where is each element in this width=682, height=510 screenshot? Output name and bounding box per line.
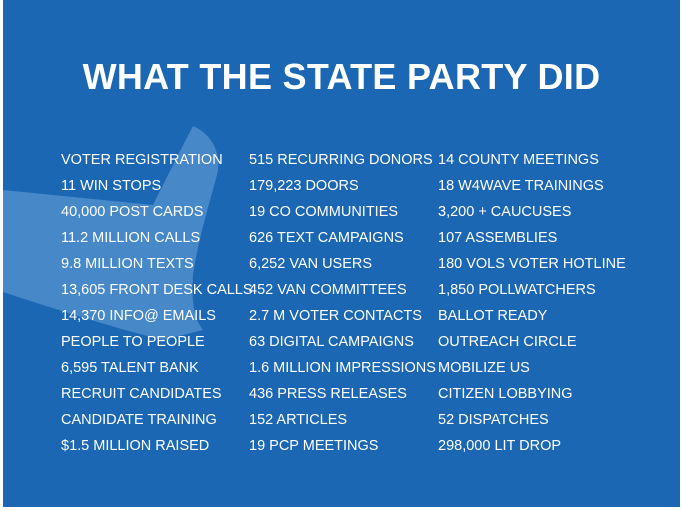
- list-item: 180 VOLS VOTER HOTLINE: [438, 256, 626, 272]
- list-item: 152 ARTICLES: [249, 412, 348, 428]
- list-item: 18 W4WAVE TRAININGS: [438, 178, 604, 194]
- slide-title: WHAT THE STATE PARTY DID: [82, 56, 601, 97]
- list-item: 19 PCP MEETINGS: [249, 438, 379, 454]
- list-item: 14 COUNTY MEETINGS: [438, 152, 599, 168]
- list-item: 179,223 DOORS: [249, 178, 359, 194]
- list-item: 626 TEXT CAMPAIGNS: [249, 230, 404, 246]
- list-item: PEOPLE TO PEOPLE: [61, 334, 205, 350]
- list-item: 52 DISPATCHES: [438, 412, 549, 428]
- slide: [3, 0, 680, 507]
- list-item: CITIZEN LOBBYING: [438, 386, 573, 402]
- list-item: 1.6 MILLION IMPRESSIONS: [249, 360, 436, 376]
- list-item: 452 VAN COMMITTEES: [249, 282, 407, 298]
- list-item: OUTREACH CIRCLE: [438, 334, 577, 350]
- list-item: VOTER REGISTRATION: [61, 152, 223, 168]
- list-item: 6,595 TALENT BANK: [61, 360, 199, 376]
- list-item: 1,850 POLLWATCHERS: [438, 282, 596, 298]
- accomplishments-column-2: [249, 147, 436, 459]
- list-item: 14,370 INFO@ EMAILS: [61, 308, 216, 324]
- list-item: BALLOT READY: [438, 308, 548, 324]
- list-item: 436 PRESS RELEASES: [249, 386, 407, 402]
- list-item: 298,000 LIT DROP: [438, 438, 562, 454]
- list-item: 107 ASSEMBLIES: [438, 230, 558, 246]
- list-item: 11 WIN STOPS: [61, 178, 162, 194]
- list-item: 9.8 MILLION TEXTS: [61, 256, 194, 272]
- list-item: 11.2 MILLION CALLS: [61, 230, 201, 246]
- list-item: 13,605 FRONT DESK CALLS: [61, 282, 253, 298]
- list-item: 40,000 POST CARDS: [61, 204, 204, 220]
- list-item: MOBILIZE US: [438, 360, 530, 376]
- list-item: 19 CO COMMUNITIES: [249, 204, 399, 220]
- list-item: RECRUIT CANDIDATES: [61, 386, 222, 402]
- list-item: 3,200 + CAUCUSES: [438, 204, 572, 220]
- list-item: CANDIDATE TRAINING: [61, 412, 217, 428]
- accomplishments-column-3: [438, 147, 626, 459]
- list-item: 63 DIGITAL CAMPAIGNS: [249, 334, 414, 350]
- accomplishments-column-1: [61, 147, 253, 459]
- list-item: $1.5 MILLION RAISED: [61, 438, 210, 454]
- list-item: 6,252 VAN USERS: [249, 256, 373, 272]
- list-item: 2.7 M VOTER CONTACTS: [249, 308, 422, 324]
- list-item: 515 RECURRING DONORS: [249, 152, 433, 168]
